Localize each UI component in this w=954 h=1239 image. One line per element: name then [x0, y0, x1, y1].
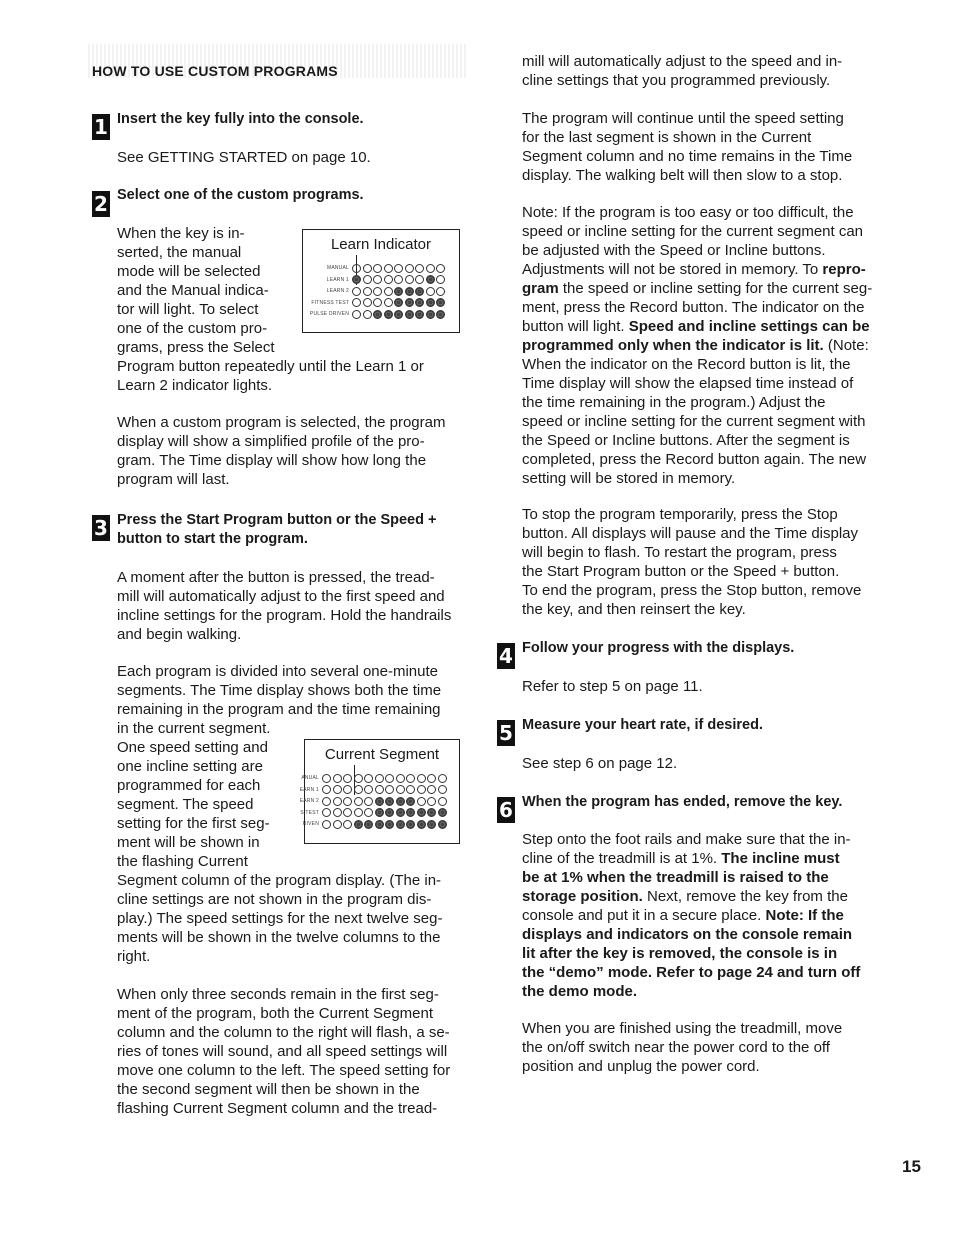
step-3-heading-line-2: button to start the program. — [117, 531, 308, 547]
led-indicator-icon — [385, 808, 394, 817]
text-line: When a custom program is selected, the program — [117, 414, 446, 431]
led-indicator-icon — [436, 310, 445, 319]
text-line: play.) The speed settings for the next twelve seg- — [117, 910, 443, 927]
led-indicator-icon — [415, 298, 424, 307]
led-indicator-icon — [436, 264, 445, 273]
led-indicator-icon — [364, 820, 373, 829]
text-line: and the Manual indica- — [117, 282, 269, 299]
text-line: programmed for each — [117, 777, 261, 794]
led-indicator-icon — [417, 797, 426, 806]
led-indicator-icon — [375, 820, 384, 829]
led-indicator-icon — [427, 808, 436, 817]
text-line — [522, 298, 872, 317]
led-indicator-icon — [343, 808, 352, 817]
step-4-number: 4 — [497, 643, 515, 669]
text-run: Speed and incline settings can be — [628, 318, 870, 335]
led-row-label: FITNESS TEST — [311, 299, 349, 306]
led-row — [299, 784, 448, 796]
text-line: the flashing Current — [117, 853, 248, 870]
led-row-label: EARN 1 — [299, 786, 319, 793]
text-run: Adjustments will not be stored in memory. To — [522, 261, 823, 278]
text-run: cline of the treadmill is at 1%. — [522, 850, 722, 867]
led-indicator-icon — [343, 797, 352, 806]
text-run: completed, press the Record button again. The new — [522, 451, 867, 468]
text-line: display. The walking belt will then slow to a stop. — [522, 167, 843, 184]
led-indicator-icon — [406, 774, 415, 783]
led-indicator-icon — [363, 310, 372, 319]
led-indicator-icon — [405, 298, 414, 307]
text-line: mill will automatically adjust to the first speed and — [117, 588, 445, 605]
led-indicator-icon — [373, 287, 382, 296]
text-line — [522, 336, 872, 355]
text-line: cline settings are not shown in the program dis- — [117, 891, 432, 908]
text-run: displays and indicators on the console remain — [522, 926, 853, 943]
led-indicator-icon — [427, 797, 436, 806]
text-line: remaining in the program and the time remaining — [117, 701, 441, 718]
led-indicator-icon — [426, 310, 435, 319]
led-indicator-icon — [396, 808, 405, 817]
text-run: be at 1% when the treadmill is raised to the — [522, 869, 829, 886]
led-indicator-icon — [406, 785, 415, 794]
text-line: gram. The Time display will show how long the — [117, 452, 427, 469]
text-run: Next, remove the key from the — [642, 888, 848, 905]
led-indicator-icon — [438, 774, 447, 783]
led-indicator-icon — [426, 287, 435, 296]
right-stop-para — [522, 505, 861, 619]
text-line — [522, 203, 872, 222]
text-line — [522, 241, 872, 260]
text-run: programmed only when the indicator is lit. — [522, 337, 824, 354]
text-line: one incline setting are — [117, 758, 263, 775]
step-1-number: 1 — [92, 114, 110, 140]
led-indicator-icon — [343, 785, 352, 794]
led-indicator-icon — [384, 287, 393, 296]
text-line — [522, 450, 872, 469]
led-indicator-icon — [406, 820, 415, 829]
text-line — [522, 830, 860, 849]
led-indicator-icon — [426, 298, 435, 307]
led-indicator-icon — [385, 774, 394, 783]
led-indicator-icon — [364, 774, 373, 783]
led-indicator-icon — [396, 820, 405, 829]
led-indicator-icon — [405, 310, 414, 319]
right-continuation — [522, 52, 842, 90]
text-run: the Speed or Incline buttons. After the segment is — [522, 432, 850, 449]
led-row — [299, 818, 448, 830]
text-run: gram — [522, 280, 559, 297]
led-indicator-icon — [405, 287, 414, 296]
step-5-text: See step 6 on page 12. — [522, 755, 678, 772]
right-program-continue — [522, 109, 852, 185]
led-indicator-icon — [415, 310, 424, 319]
right-note — [522, 203, 872, 488]
text-line: one of the custom pro- — [117, 320, 268, 337]
step-3-para-3 — [117, 985, 450, 1118]
text-line: program will last. — [117, 471, 230, 488]
text-line — [522, 279, 872, 298]
text-line: the Start Program button or the Speed + button. — [522, 563, 840, 580]
led-row-label: MANUAL — [326, 265, 349, 271]
text-line: in the current segment. — [117, 720, 271, 737]
led-indicator-icon — [438, 820, 447, 829]
step-1-heading: Insert the key fully into the console. — [117, 111, 364, 127]
learn-indicator-panel — [302, 229, 460, 333]
text-line — [522, 849, 860, 868]
text-line: incline settings for the program. Hold the handrails — [117, 607, 452, 624]
text-line — [522, 374, 872, 393]
led-indicator-icon — [426, 264, 435, 273]
text-run: The incline must — [721, 850, 840, 867]
step-4-text: Refer to step 5 on page 11. — [522, 678, 703, 695]
text-run: setting will be stored in memory. — [522, 470, 736, 487]
led-row-label: ANUAL — [301, 775, 319, 781]
step-6-text — [522, 830, 860, 1001]
led-indicator-icon — [352, 298, 361, 307]
text-line: Segment column of the program display. (The in- — [117, 872, 442, 889]
text-line: A moment after the button is pressed, the tread- — [117, 569, 435, 586]
led-indicator-icon — [438, 797, 447, 806]
text-line — [522, 469, 872, 488]
led-indicator-icon — [394, 310, 403, 319]
led-indicator-icon — [364, 797, 373, 806]
led-indicator-icon — [354, 774, 363, 783]
text-line — [522, 412, 872, 431]
led-indicator-icon — [384, 275, 393, 284]
text-line: the key, and then reinsert the key. — [522, 601, 746, 618]
text-line: grams, press the Select — [117, 339, 275, 356]
right-final-para — [522, 1019, 842, 1076]
step-5-heading: Measure your heart rate, if desired. — [522, 717, 763, 733]
led-indicator-icon — [415, 275, 424, 284]
step-5-number: 5 — [497, 720, 515, 746]
led-indicator-icon — [385, 820, 394, 829]
led-indicator-icon — [364, 785, 373, 794]
text-line: ment will be shown in — [117, 834, 260, 851]
text-line — [522, 906, 860, 925]
led-indicator-icon — [417, 785, 426, 794]
led-indicator-icon — [417, 808, 426, 817]
text-run: ment, press the Record button. The indicator on the — [522, 299, 865, 316]
text-line: When you are finished using the treadmill, move — [522, 1020, 843, 1037]
text-line: move one column to the left. The speed setting for — [117, 1062, 451, 1079]
led-indicator-icon — [363, 298, 372, 307]
current-segment-panel — [299, 739, 460, 844]
led-indicator-icon — [375, 797, 384, 806]
step-1-text: See GETTING STARTED on page 10. — [117, 149, 371, 166]
text-run: repro- — [822, 261, 866, 278]
led-indicator-icon — [396, 797, 405, 806]
text-line: serted, the manual — [117, 244, 242, 261]
text-line: the on/off switch near the power cord to the off — [522, 1039, 830, 1056]
text-line: setting for the first seg- — [117, 815, 270, 832]
led-indicator-icon — [384, 298, 393, 307]
text-run: the speed or incline setting for the current seg- — [558, 280, 873, 297]
text-line: display will show a simplified profile of the pro- — [117, 433, 425, 450]
led-indicator-icon — [333, 785, 342, 794]
led-row — [299, 772, 448, 784]
text-line: mill will automatically adjust to the speed and in- — [522, 53, 843, 70]
text-line: ment of the program, both the Current Segment — [117, 1005, 434, 1022]
text-line — [522, 431, 872, 450]
step-6-number: 6 — [497, 797, 515, 823]
text-run: Time display will show the elapsed time instead of — [522, 375, 854, 392]
led-indicator-icon — [438, 785, 447, 794]
led-indicator-icon — [333, 808, 342, 817]
text-line: Segment column and no time remains in the Time — [522, 148, 853, 165]
led-indicator-icon — [373, 275, 382, 284]
step-3-para-1 — [117, 568, 451, 644]
text-run: When the indicator on the Record button is lit, the — [522, 356, 851, 373]
text-line: the second segment will then be shown in the — [117, 1081, 420, 1098]
led-indicator-icon — [396, 774, 405, 783]
step-3-heading-line-1: Press the Start Program button or the Speed + — [117, 512, 437, 528]
led-indicator-icon — [343, 820, 352, 829]
led-indicator-icon — [406, 808, 415, 817]
led-indicator-icon — [333, 820, 342, 829]
led-indicator-icon — [436, 287, 445, 296]
led-indicator-icon — [343, 774, 352, 783]
text-line — [522, 260, 872, 279]
led-indicator-icon — [385, 785, 394, 794]
led-indicator-icon — [438, 808, 447, 817]
led-indicator-icon — [405, 275, 414, 284]
text-line: Learn 2 indicator lights. — [117, 377, 273, 394]
led-row — [305, 285, 447, 297]
text-line: One speed setting and — [117, 739, 268, 756]
led-indicator-icon — [417, 774, 426, 783]
led-indicator-icon — [427, 774, 436, 783]
led-row-label: S TEST — [300, 809, 319, 816]
led-indicator-icon — [363, 287, 372, 296]
text-line — [522, 393, 872, 412]
step-3-number: 3 — [92, 515, 110, 541]
led-indicator-icon — [333, 774, 342, 783]
led-indicator-icon — [354, 797, 363, 806]
step-6-heading: When the program has ended, remove the key. — [522, 794, 843, 810]
led-indicator-icon — [352, 275, 361, 284]
led-indicator-icon — [396, 785, 405, 794]
led-indicator-icon — [436, 275, 445, 284]
text-line: Each program is divided into several one-minute — [117, 663, 438, 680]
led-row — [299, 795, 448, 807]
led-indicator-icon — [384, 264, 393, 273]
led-indicator-icon — [352, 264, 361, 273]
led-indicator-icon — [352, 310, 361, 319]
led-indicator-icon — [322, 785, 331, 794]
text-line: When the key is in- — [117, 225, 245, 242]
led-indicator-icon — [417, 820, 426, 829]
led-indicator-icon — [354, 820, 363, 829]
step-2-para-2 — [117, 413, 445, 489]
text-line: right. — [117, 948, 151, 965]
led-indicator-icon — [385, 797, 394, 806]
led-row-label: EARN 2 — [299, 798, 319, 804]
text-line: tor will light. To select — [117, 301, 259, 318]
led-indicator-icon — [415, 264, 424, 273]
text-run: the demo mode. — [522, 983, 638, 1000]
text-run: button will light. — [522, 318, 629, 335]
text-line: position and unplug the power cord. — [522, 1058, 760, 1075]
text-line: mode will be selected — [117, 263, 261, 280]
step-4-heading: Follow your progress with the displays. — [522, 640, 795, 656]
led-indicator-icon — [322, 797, 331, 806]
text-line: flashing Current Segment column and the tread- — [117, 1100, 438, 1117]
text-line — [522, 982, 860, 1001]
led-indicator-icon — [363, 275, 372, 284]
led-row — [305, 262, 447, 274]
text-line — [522, 868, 860, 887]
led-row — [305, 308, 447, 320]
text-line — [522, 222, 872, 241]
led-indicator-icon — [354, 785, 363, 794]
led-row — [299, 807, 448, 819]
led-indicator-icon — [375, 774, 384, 783]
text-line: cline settings that you programmed previously. — [522, 72, 831, 89]
led-indicator-icon — [354, 808, 363, 817]
led-row-label: RIVEN — [302, 821, 319, 827]
led-indicator-icon — [415, 287, 424, 296]
text-line: ries of tones will sound, and all speed settings will — [117, 1043, 448, 1060]
text-line: column and the column to the right will flash, a se- — [117, 1024, 450, 1041]
text-line — [522, 944, 860, 963]
text-run: console and put it in a secure place. — [522, 907, 766, 924]
led-row — [305, 274, 447, 286]
led-row-label: PULSE DRIVEN — [309, 311, 349, 317]
text-line — [522, 963, 860, 982]
led-indicator-icon — [375, 808, 384, 817]
text-line: To end the program, press the Stop button, remove — [522, 582, 862, 599]
text-line: segment. The speed — [117, 796, 254, 813]
led-row — [305, 297, 447, 309]
text-line: The program will continue until the speed setting — [522, 110, 844, 127]
led-indicator-icon — [427, 820, 436, 829]
text-line: button. All displays will pause and the Time display — [522, 525, 859, 542]
led-row-label: LEARN 2 — [326, 288, 349, 294]
section-title: HOW TO USE CUSTOM PROGRAMS — [92, 63, 338, 79]
led-indicator-icon — [373, 264, 382, 273]
led-indicator-icon — [406, 797, 415, 806]
led-indicator-icon — [322, 774, 331, 783]
step-2-heading: Select one of the custom programs. — [117, 187, 364, 203]
text-run: lit after the key is removed, the console is in — [522, 945, 838, 962]
text-run: be adjusted with the Speed or Incline buttons. — [522, 242, 826, 259]
text-line — [522, 887, 860, 906]
text-line — [522, 355, 872, 374]
text-line: Program button repeatedly until the Learn 1 or — [117, 358, 424, 375]
led-indicator-icon — [384, 310, 393, 319]
led-indicator-icon — [333, 797, 342, 806]
text-run: the “demo” mode. Refer to page 24 and turn off — [522, 964, 861, 981]
text-line: When only three seconds remain in the first seg- — [117, 986, 439, 1003]
text-line: will begin to flash. To restart the program, press — [522, 544, 837, 561]
led-indicator-icon — [373, 310, 382, 319]
led-indicator-icon — [363, 264, 372, 273]
page-number: 15 — [902, 1157, 921, 1176]
led-indicator-icon — [405, 264, 414, 273]
text-line: To stop the program temporarily, press the Stop — [522, 506, 838, 523]
text-run: speed or incline setting for the current segment with — [522, 413, 866, 430]
led-indicator-icon — [426, 275, 435, 284]
text-run: speed or incline setting for the current segment can — [522, 223, 864, 240]
led-indicator-icon — [322, 808, 331, 817]
text-run: Note: If the — [765, 907, 844, 924]
text-line — [522, 317, 872, 336]
led-indicator-icon — [364, 808, 373, 817]
learn-indicator-label: Learn Indicator — [330, 236, 432, 253]
text-line: for the last segment is shown in the Current — [522, 129, 812, 146]
text-line: and begin walking. — [117, 626, 242, 643]
text-run: storage position. — [522, 888, 643, 905]
led-indicator-icon — [373, 298, 382, 307]
text-run: Step onto the foot rails and make sure that the in- — [522, 831, 851, 848]
led-row-label: LEARN 1 — [326, 276, 349, 283]
text-line — [522, 925, 860, 944]
led-indicator-icon — [436, 298, 445, 307]
text-run: (Note: — [823, 337, 869, 354]
led-indicator-icon — [322, 820, 331, 829]
text-line: ments will be shown in the twelve columns to the — [117, 929, 441, 946]
current-segment-label: Current Segment — [324, 746, 440, 763]
led-indicator-icon — [427, 785, 436, 794]
led-indicator-icon — [394, 264, 403, 273]
text-run: Note: If the program is too easy or too difficult, the — [522, 204, 854, 221]
led-indicator-icon — [394, 287, 403, 296]
led-indicator-icon — [394, 275, 403, 284]
text-run: the time remaining in the program.) Adjust the — [522, 394, 826, 411]
step-2-number: 2 — [92, 191, 110, 217]
led-indicator-icon — [375, 785, 384, 794]
text-line: segments. The Time display shows both the time — [117, 682, 442, 699]
led-indicator-icon — [394, 298, 403, 307]
led-indicator-icon — [352, 287, 361, 296]
